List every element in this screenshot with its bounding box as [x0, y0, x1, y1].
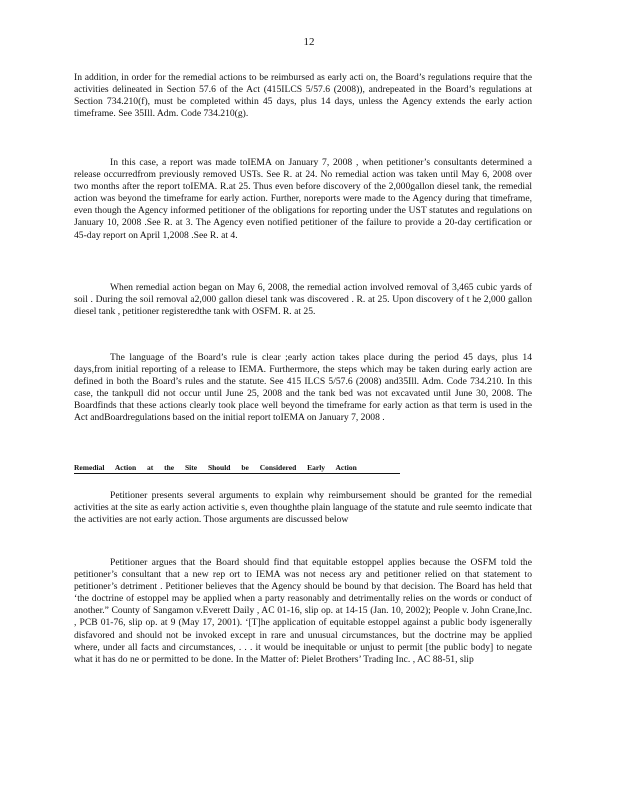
page-number: 12 [303, 36, 315, 48]
paragraph-remedial-action-began: When remedial action began on May 6, 2008, the remedial action involved removal of 3,465 cubic yards of soil . During the soil removal a2,000 gallon diesel tank was discovered . R. at 25. Upon discovery of t he 2,000 gallon diesel tank , petitioner registeredthe tank with OSFM. R. at 25. [74, 282, 532, 318]
paragraph-case-timeline: In this case, a report was made toIEMA on January 7, 2008 , when petitioner’s consultants determined a release occurredfrom previously removed USTs. See R. at 24. No remedial action was taken until May 6, 2008 over two months after the report toIEMA. R.at 25. Thus even before discovery of the 2,000gallon diesel tank, the remedial action was beyond the timeframe for early action. Further, noreports were made to the Agency during that timeframe, even though the Agency informed petitioner of the obligations for reporting under the UST statutes and regulations on January 10, 2008 .See R. at 3. The Agency even notified petitioner of the failure to provide a 20-day certification or 45-day report on April 1,2008 .See R. at 4. [74, 157, 532, 241]
paragraph-early-action-requirements: In addition, in order for the remedial actions to be reimbursed as early acti on, the Board’s regulations require that the activities delineated in Section 57.6 of the Act (415ILCS 5/57.6 (2008)), andrepeated in the Board’s regulations at Section 734.210(f), must be completed within 45 days, plus 14 days, unless the Agency extends the early action timeframe. See 35Ill. Adm. Code 734.210(g). [74, 72, 532, 120]
paragraph-equitable-estoppel: Petitioner argues that the Board should find that equitable estoppel applies because the OSFM told the petitioner’s consultant that a new rep ort to IEMA was not necess ary and petitioner relied on that statement to petitioner’s detriment . Petitioner believes that the Agency should be bound by that decision. The Board has held that ‘the doctrine of estoppel may be applied when a party reasonably and detrimentally relies on the words or conduct of another.” County of Sangamon v.Everett Daily , AC 01-16, slip op. at 14-15 (Jan. 10, 2002); People v. John Crane,Inc. , PCB 01-76, slip op. at 9 (May 17, 2001). ‘[T]he application of equitable estoppel against a public body isgenerally disfavored and should not be invoked except in rare and unusual circumstances, but the doctrine may be applied where, under all facts and circumstances, . . . it would be inequitable or unjust to permit [the public body] to negate what it has do ne or permitted to be done. In the Matter of: Pielet Brothers’ Trading Inc. , AC 88-51, slip [74, 557, 532, 665]
paragraph-board-rule-language: The language of the Board’s rule is clear ;early action takes place during the period 45 days, plus 14 days,from initial reporting of a release to IEMA. Furthermore, the steps which may be taken during early action are defined in both the Board’s rules and the statute. See 415 ILCS 5/57.6 (2008) and35Ill. Adm. Code 734.210. In this case, the tankpull did not occur until June 25, 2008 and the tank bed was not excavated until June 30, 2008. The Boardfinds that these actions clearly took place well beyond the timeframe for early action as that term is used in the Act andBoardregulations based on the initial report toIEMA on January 7, 2008 . [74, 352, 532, 424]
paragraph-petitioner-arguments: Petitioner presents several arguments to explain why reimbursement should be granted for the remedial activities at the site as early action activitie s, even thoughthe plain language of the statute and rule seemto indicate that the activities are not early action. Those arguments are discussed below [74, 490, 532, 526]
section-heading: Remedial Action at the Site Should be Considered Early Action [74, 463, 400, 474]
